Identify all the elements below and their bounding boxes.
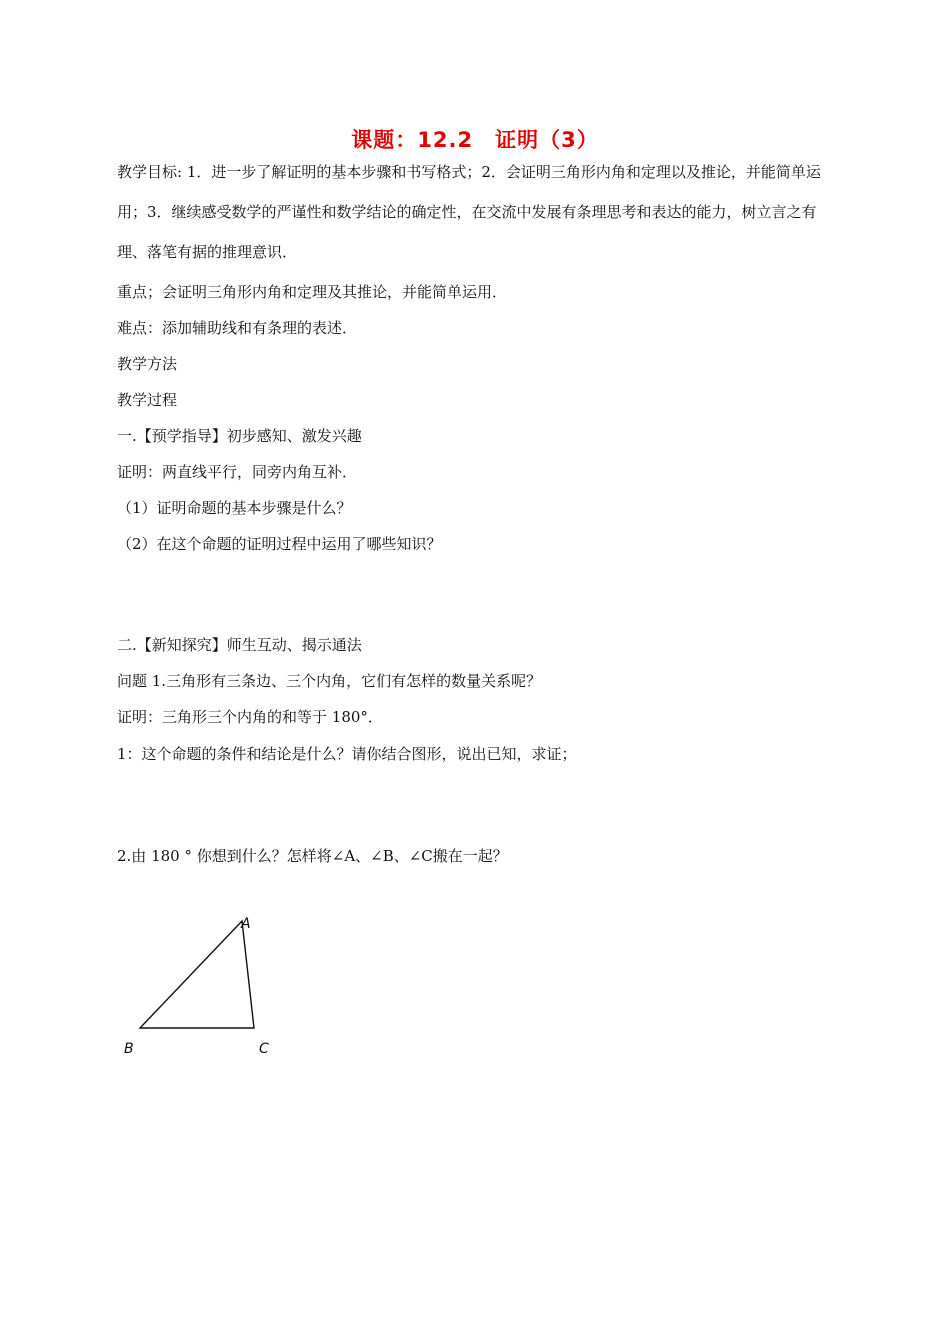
teaching-process-heading: 教学过程 xyxy=(117,391,178,409)
section2-heading: 二.【新知探究】师生互动、揭示通法 xyxy=(117,636,362,654)
difficulty: 难点：添加辅助线和有条理的表述． xyxy=(117,319,358,337)
teaching-objectives: 教学目标: 1．进一步了解证明的基本步骤和书写格式；2．会证明三角形内角和定理以及推论，并能简单运用；3．继续感受数学的严谨性和数学结论的确定性，在交流中发展有条理思考和表达的能力，树立言之有理、落笔有据的推理意识． xyxy=(117,163,821,261)
triangle-abc xyxy=(140,921,254,1028)
section1-question-2: （2）在这个命题的证明过程中运用了哪些知识？ xyxy=(117,535,442,553)
vertex-label-b: B xyxy=(124,1041,134,1057)
section2-proof: 证明：三角形三个内角的和等于 180°． xyxy=(117,708,383,726)
section2-item-2: 2.由 180 ° 你想到什么？怎样将∠A、∠B、∠C搬在一起？ xyxy=(117,847,508,865)
vertex-label-a: A xyxy=(241,916,251,932)
section1-heading: 一.【预学指导】初步感知、激发兴趣 xyxy=(117,427,362,445)
section1-proof: 证明：两直线平行，同旁内角互补． xyxy=(117,463,358,481)
key-point: 重点；会证明三角形内角和定理及其推论，并能简单运用． xyxy=(117,283,508,301)
section2-problem: 问题 1.三角形有三条边、三个内角，它们有怎样的数量关系呢？ xyxy=(117,672,542,690)
triangle-figure xyxy=(110,905,310,1065)
teaching-method-heading: 教学方法 xyxy=(117,355,178,373)
section2-item-1: 1：这个命题的条件和结论是什么？请你结合图形，说出已知，求证； xyxy=(117,745,577,763)
page-title: 课题：12.2 证明（3） xyxy=(351,128,599,152)
vertex-label-c: C xyxy=(259,1041,269,1057)
section1-question-1: （1）证明命题的基本步骤是什么？ xyxy=(117,499,352,517)
triangle-diagram xyxy=(110,905,310,1065)
